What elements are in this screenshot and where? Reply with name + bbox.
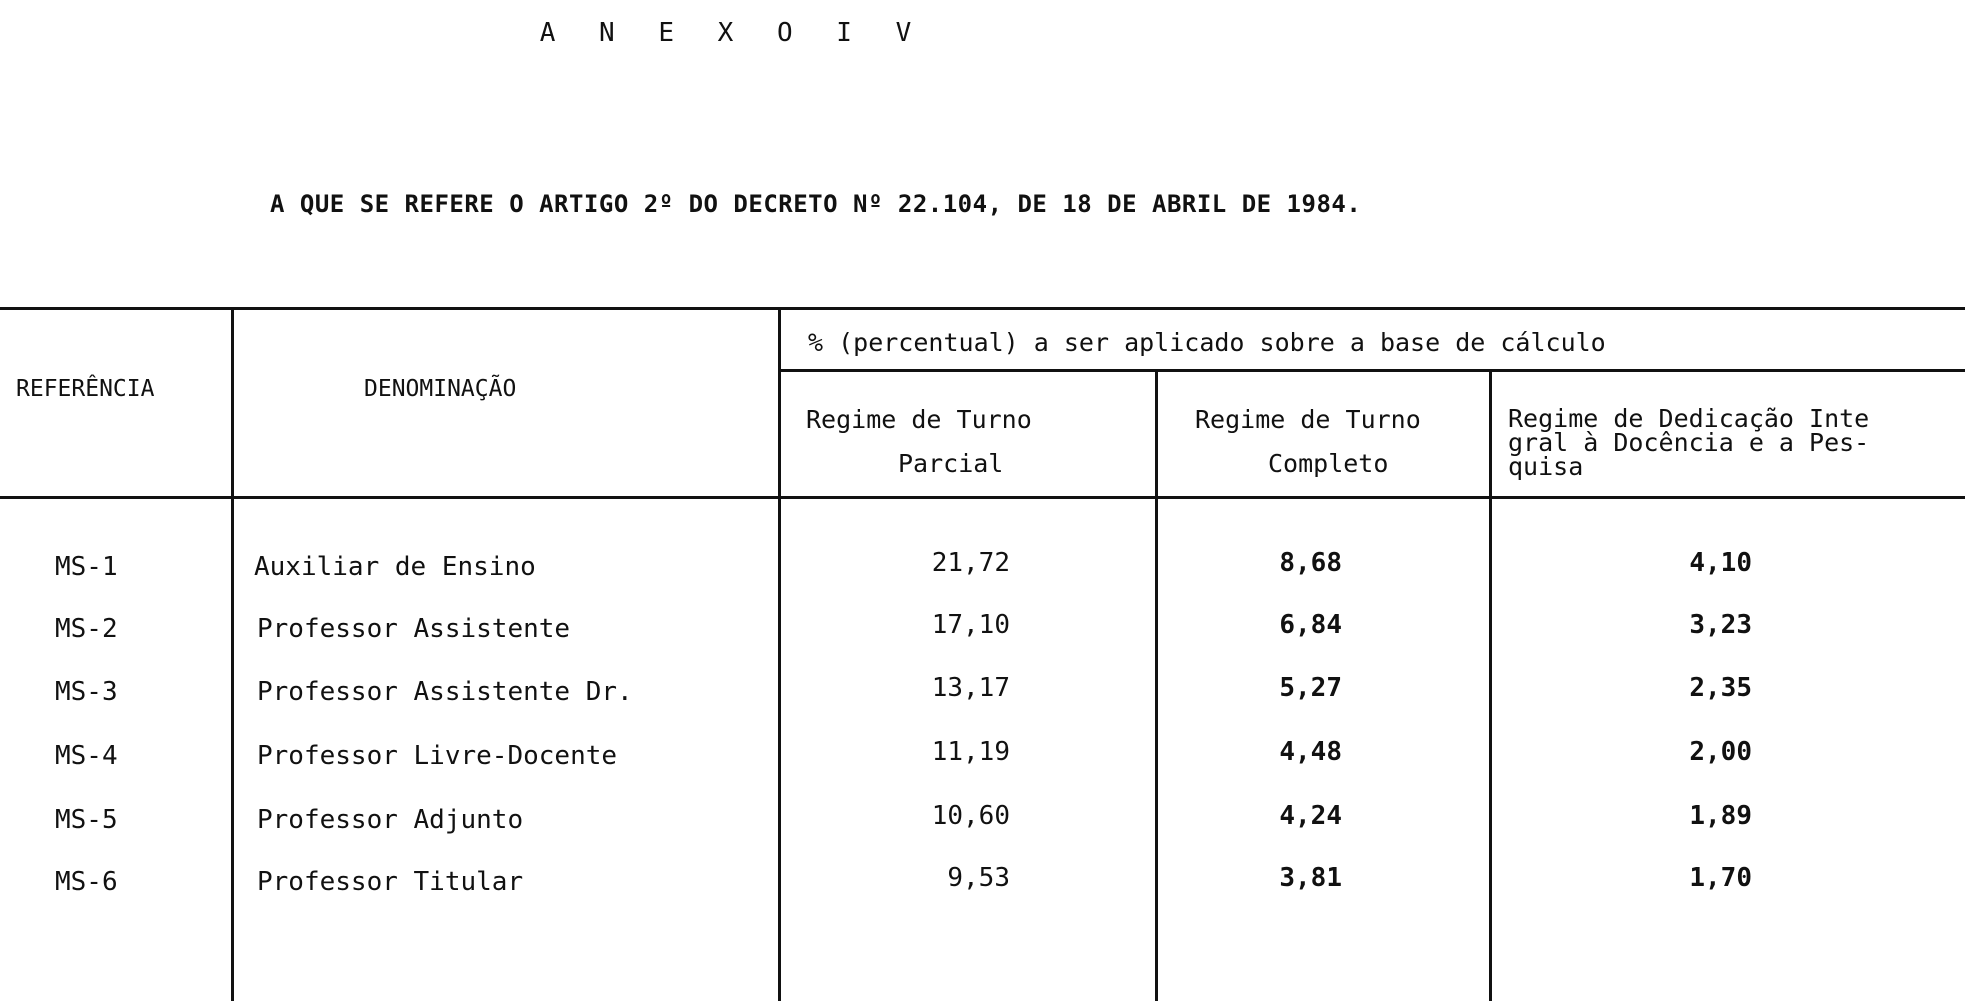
document-title	[0, 18, 1965, 48]
header-referencia: REFERÊNCIA	[16, 376, 155, 402]
header-parcial-line2: Parcial	[898, 449, 1004, 478]
row-1-completo: 8,68	[1279, 548, 1342, 578]
row-3-completo: 5,27	[1279, 673, 1342, 703]
row-4-parcial: 11,19	[931, 737, 1010, 767]
header-completo-line2: Completo	[1268, 449, 1389, 478]
row-5-name: Professor Adjunto	[257, 805, 524, 835]
row-6-parcial: 9,53	[947, 863, 1010, 893]
row-2-ref: MS-2	[55, 614, 118, 644]
row-4-ref: MS-4	[55, 741, 118, 771]
row-2-integral: 3,23	[1689, 610, 1752, 640]
row-1-parcial: 21,72	[931, 548, 1010, 578]
header-integral-line2: gral à Docência e a Pes-	[1508, 428, 1870, 457]
document-subtitle: A QUE SE REFERE O ARTIGO 2º DO DECRETO Nº 22.104, DE 18 DE ABRIL DE 1984.	[270, 190, 1362, 218]
table-top-border	[0, 307, 1965, 310]
row-3-parcial: 13,17	[931, 673, 1010, 703]
row-4-completo: 4,48	[1279, 737, 1342, 767]
row-6-ref: MS-6	[55, 867, 118, 897]
row-2-parcial: 17,10	[931, 610, 1010, 640]
col-divider-4	[1489, 369, 1492, 1001]
header-denominacao: DENOMINAÇÃO	[364, 376, 517, 402]
col-divider-2	[778, 307, 781, 1001]
row-5-integral: 1,89	[1689, 801, 1752, 831]
header-percentual: % (percentual) a ser aplicado sobre a base de cálculo	[808, 328, 1606, 357]
row-1-ref: MS-1	[55, 552, 118, 582]
row-6-completo: 3,81	[1279, 863, 1342, 893]
document-title-text: A N E X O I V	[539, 18, 926, 48]
col-divider-1	[231, 307, 234, 1001]
header-completo-line1: Regime de Turno	[1195, 405, 1421, 434]
row-4-name: Professor Livre-Docente	[257, 741, 618, 771]
row-6-name: Professor Titular	[257, 867, 524, 897]
header-integral-line1: Regime de Dedicação Inte	[1508, 404, 1870, 433]
header-group-divider	[780, 369, 1965, 372]
row-3-ref: MS-3	[55, 677, 118, 707]
col-divider-3	[1155, 369, 1158, 1001]
header-bottom-border	[0, 496, 1965, 499]
row-1-integral: 4,10	[1689, 548, 1752, 578]
row-2-completo: 6,84	[1279, 610, 1342, 640]
row-4-integral: 2,00	[1689, 737, 1752, 767]
header-integral-line3: quisa	[1508, 452, 1584, 481]
row-6-integral: 1,70	[1689, 863, 1752, 893]
row-1-name: Auxiliar de Ensino	[254, 552, 536, 582]
row-3-name: Professor Assistente Dr.	[257, 677, 633, 707]
header-parcial-line1: Regime de Turno	[806, 405, 1032, 434]
row-2-name: Professor Assistente	[257, 614, 571, 644]
row-5-parcial: 10,60	[931, 801, 1010, 831]
row-3-integral: 2,35	[1689, 673, 1752, 703]
row-5-completo: 4,24	[1279, 801, 1342, 831]
row-5-ref: MS-5	[55, 805, 118, 835]
